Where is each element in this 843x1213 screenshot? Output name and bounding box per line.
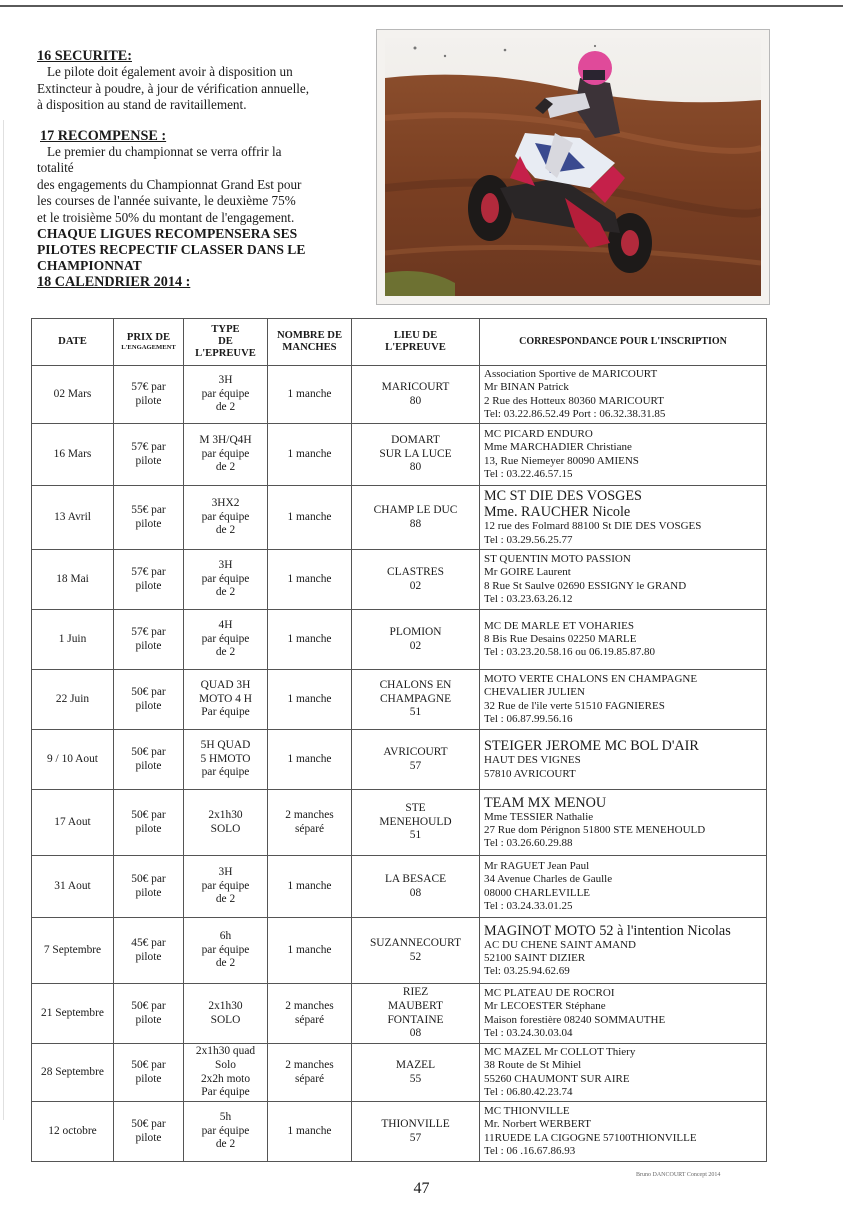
cell-lieu-line: 51 bbox=[409, 706, 422, 719]
cell-date: 22 Juin bbox=[32, 670, 114, 730]
cell-date: 16 Mars bbox=[32, 424, 114, 486]
cell-type bbox=[184, 670, 268, 730]
cell-prix bbox=[114, 856, 184, 918]
cell-correspondance-line: Mr RAGUET Jean Paul bbox=[484, 860, 590, 873]
cell-date: 17 Aout bbox=[32, 790, 114, 856]
cell-lieu bbox=[352, 366, 480, 424]
cell-correspondance-line: Tel : 03.29.56.25.77 bbox=[484, 533, 573, 546]
cell-manches-line: 1 manche bbox=[287, 752, 332, 765]
cell-prix-line: 57€ par bbox=[131, 625, 166, 638]
cell-prix-line: 57€ par bbox=[131, 565, 166, 578]
cell-type-line: de 2 bbox=[215, 893, 236, 906]
cell-type-line: par équipe bbox=[201, 447, 250, 460]
header-prix bbox=[114, 319, 184, 366]
cell-manches bbox=[268, 1102, 352, 1162]
cell-manches bbox=[268, 730, 352, 790]
page-number: 47 bbox=[413, 1180, 430, 1197]
cell-type bbox=[184, 856, 268, 918]
cell-prix-line: pilote bbox=[135, 1072, 162, 1085]
cell-lieu bbox=[352, 856, 480, 918]
cell-type-line: Par équipe bbox=[201, 1086, 250, 1099]
cell-correspondance-line: Tel : 03.24.30.03.04 bbox=[484, 1026, 573, 1039]
cell-prix-line: pilote bbox=[135, 1131, 162, 1144]
cell-correspondance bbox=[480, 486, 767, 550]
cell-prix-line: pilote bbox=[135, 579, 162, 592]
recompense-line: totalité bbox=[37, 160, 74, 176]
cell-lieu-line: 88 bbox=[409, 517, 422, 530]
cell-correspondance-line: Mr LECOESTER Stéphane bbox=[484, 1000, 606, 1013]
cell-correspondance-line: Tel : 03.22.46.57.15 bbox=[484, 467, 573, 480]
cell-manches-line: 1 manche bbox=[287, 447, 332, 460]
cell-correspondance-line: AC DU CHENE SAINT AMAND bbox=[484, 938, 636, 951]
cell-type-line: par équipe bbox=[201, 766, 250, 779]
cell-type-line: de 2 bbox=[215, 401, 236, 414]
cell-correspondance-line: 34 Avenue Charles de Gaulle bbox=[484, 873, 613, 886]
cell-lieu bbox=[352, 486, 480, 550]
quad-race-photo bbox=[376, 29, 770, 305]
cell-prix-line: 50€ par bbox=[131, 685, 166, 698]
cell-prix-line: pilote bbox=[135, 517, 162, 530]
cell-prix-line: 50€ par bbox=[131, 999, 166, 1012]
cell-lieu-line: 02 bbox=[409, 639, 422, 652]
cell-correspondance bbox=[480, 610, 767, 670]
cell-manches-line: 1 manche bbox=[287, 1124, 332, 1137]
cell-lieu bbox=[352, 1102, 480, 1162]
cell-manches bbox=[268, 918, 352, 984]
securite-line: à disposition au stand de ravitaillement. bbox=[37, 97, 247, 113]
cell-correspondance-line: TEAM MX MENOU bbox=[484, 794, 607, 811]
cell-manches-line: séparé bbox=[294, 822, 325, 835]
cell-lieu bbox=[352, 790, 480, 856]
cell-type-line: 2x2h moto bbox=[200, 1072, 251, 1085]
section-title-securite: 16 SECURITE: bbox=[37, 48, 132, 64]
cell-correspondance-line: Mme MARCHADIER Christiane bbox=[484, 441, 632, 454]
cell-lieu bbox=[352, 424, 480, 486]
cell-correspondance-line: Tel: 03.22.86.52.49 Port : 06.32.38.31.85 bbox=[484, 407, 666, 420]
quad-rider-illustration bbox=[385, 38, 761, 296]
cell-lieu-line: MAZEL bbox=[395, 1058, 436, 1071]
cell-manches-line: 1 manche bbox=[287, 632, 332, 645]
cell-prix bbox=[114, 670, 184, 730]
cell-correspondance bbox=[480, 550, 767, 610]
header-lieu bbox=[352, 319, 480, 366]
cell-type-line: 2x1h30 bbox=[208, 808, 243, 821]
cell-date: 02 Mars bbox=[32, 366, 114, 424]
cell-lieu bbox=[352, 670, 480, 730]
recompense-caps-line: CHAQUE LIGUES RECOMPENSERA SES bbox=[37, 226, 298, 242]
cell-type bbox=[184, 486, 268, 550]
recompense-line: les courses de l'année suivante, le deuxième 75% bbox=[37, 193, 296, 209]
table-header-row bbox=[32, 319, 767, 366]
cell-type-line: 3H bbox=[218, 866, 233, 879]
header-lieu-line: L'EPREUVE bbox=[385, 342, 446, 353]
header-type-line: TYPE bbox=[211, 324, 240, 335]
table-row bbox=[32, 550, 767, 610]
header-prix-line: L'ENGAGEMENT bbox=[121, 344, 176, 351]
cell-correspondance-line: 11RUEDE LA CIGOGNE 57100THIONVILLE bbox=[484, 1131, 697, 1144]
cell-type-line: par équipe bbox=[201, 1124, 250, 1137]
cell-type-line: 2x1h30 quad bbox=[195, 1045, 256, 1058]
cell-type-line: de 2 bbox=[215, 461, 236, 474]
cell-prix-line: pilote bbox=[135, 822, 162, 835]
calendar-table bbox=[31, 318, 767, 1162]
cell-type-line: SOLO bbox=[210, 1013, 241, 1026]
cell-lieu-line: THIONVILLE bbox=[381, 1117, 450, 1130]
cell-lieu-line: RIEZ bbox=[402, 986, 429, 999]
cell-manches-line: 1 manche bbox=[287, 943, 332, 956]
cell-correspondance-line: Tel : 06.87.99.56.16 bbox=[484, 712, 573, 725]
cell-prix-line: pilote bbox=[135, 454, 162, 467]
cell-lieu-line: STE bbox=[405, 802, 426, 815]
cell-type bbox=[184, 1044, 268, 1102]
cell-type-line: par équipe bbox=[201, 879, 250, 892]
header-date: DATE bbox=[32, 319, 114, 366]
cell-type-line: 3HX2 bbox=[211, 497, 240, 510]
cell-correspondance-line: 13, Rue Niemeyer 80090 AMIENS bbox=[484, 454, 639, 467]
cell-lieu-line: CLASTRES bbox=[387, 565, 444, 578]
cell-type bbox=[184, 610, 268, 670]
cell-prix bbox=[114, 550, 184, 610]
cell-prix-line: pilote bbox=[135, 639, 162, 652]
cell-correspondance-line: ST QUENTIN MOTO PASSION bbox=[484, 553, 631, 566]
cell-correspondance bbox=[480, 670, 767, 730]
cell-date: 18 Mai bbox=[32, 550, 114, 610]
cell-correspondance-line: Tel : 03.23.20.58.16 ou 06.19.85.87.80 bbox=[484, 646, 655, 659]
cell-correspondance-line: 8 Rue St Saulve 02690 ESSIGNY le GRAND bbox=[484, 579, 687, 592]
cell-correspondance bbox=[480, 366, 767, 424]
cell-correspondance-line: Mr GOIRE Laurent bbox=[484, 566, 571, 579]
cell-type-line: de 2 bbox=[215, 1138, 236, 1151]
cell-correspondance bbox=[480, 984, 767, 1044]
cell-type-line: 6h bbox=[219, 930, 232, 943]
header-manches-line: NOMBRE DE bbox=[276, 330, 343, 341]
cell-correspondance-line: 38 Route de St Mihiel bbox=[484, 1059, 582, 1072]
header-type bbox=[184, 319, 268, 366]
cell-date: 28 Septembre bbox=[32, 1044, 114, 1102]
cell-correspondance-line: 57810 AVRICOURT bbox=[484, 767, 576, 780]
top-rule bbox=[0, 5, 843, 7]
recompense-caps-line: CHAMPIONNAT bbox=[37, 258, 142, 274]
header-correspondance: CORRESPONDANCE POUR L'INSCRIPTION bbox=[480, 319, 767, 366]
cell-prix bbox=[114, 486, 184, 550]
cell-date: 13 Avril bbox=[32, 486, 114, 550]
header-type-line: L'EPREUVE bbox=[195, 348, 256, 359]
cell-correspondance bbox=[480, 918, 767, 984]
cell-lieu-line: DOMART bbox=[391, 434, 440, 447]
cell-type-line: de 2 bbox=[215, 646, 236, 659]
cell-manches bbox=[268, 984, 352, 1044]
cell-correspondance-line: 32 Rue de l'ile verte 51510 FAGNIERES bbox=[484, 699, 665, 712]
cell-type-line: de 2 bbox=[215, 586, 236, 599]
header-lieu-line: LIEU DE bbox=[393, 330, 438, 341]
table-row bbox=[32, 1102, 767, 1162]
cell-manches bbox=[268, 550, 352, 610]
cell-lieu-line: AVRICOURT bbox=[383, 745, 448, 758]
cell-manches bbox=[268, 610, 352, 670]
cell-correspondance bbox=[480, 856, 767, 918]
cell-lieu-line: 57 bbox=[409, 759, 422, 772]
cell-type-line: par équipe bbox=[201, 572, 250, 585]
cell-prix bbox=[114, 918, 184, 984]
cell-type-line: Solo bbox=[215, 1058, 236, 1071]
cell-lieu-line: MARICOURT bbox=[381, 380, 450, 393]
cell-lieu-line: PLOMION bbox=[389, 625, 442, 638]
cell-type bbox=[184, 918, 268, 984]
cell-manches-line: séparé bbox=[294, 1013, 325, 1026]
recompense-line: et le troisième 50% du montant de l'engagement. bbox=[37, 209, 295, 225]
cell-type-line: 2x1h30 bbox=[208, 999, 243, 1012]
cell-prix-line: pilote bbox=[135, 950, 162, 963]
cell-lieu-line: MENEHOULD bbox=[379, 815, 452, 828]
cell-prix-line: pilote bbox=[135, 886, 162, 899]
cell-correspondance-line: Maison forestière 08240 SOMMAUTHE bbox=[484, 1013, 666, 1026]
header-type-line: DE bbox=[218, 336, 233, 347]
cell-correspondance-line: Tel: 03.25.94.62.69 bbox=[484, 965, 570, 978]
recompense-line: Le premier du championnat se verra offrir la bbox=[47, 144, 282, 160]
cell-manches-line: 1 manche bbox=[287, 879, 332, 892]
table-row bbox=[32, 366, 767, 424]
cell-lieu-line: SUR LA LUCE bbox=[379, 447, 452, 460]
cell-manches bbox=[268, 790, 352, 856]
cell-prix-line: pilote bbox=[135, 699, 162, 712]
cell-prix-line: pilote bbox=[135, 759, 162, 772]
recompense-caps-line: PILOTES RECPECTIF CLASSER DANS LE bbox=[37, 242, 306, 258]
cell-manches-line: 2 manches bbox=[285, 808, 334, 821]
table-row bbox=[32, 730, 767, 790]
table-row bbox=[32, 1044, 767, 1102]
cell-lieu-line: CHAMP LE DUC bbox=[373, 503, 458, 516]
rules-text-column bbox=[37, 48, 355, 290]
margin-rule bbox=[3, 120, 4, 1120]
cell-lieu-line: 02 bbox=[409, 579, 422, 592]
cell-lieu bbox=[352, 550, 480, 610]
table-row bbox=[32, 424, 767, 486]
cell-correspondance-line: Tel : 03.24.33.01.25 bbox=[484, 899, 573, 912]
cell-prix-line: 50€ par bbox=[131, 1117, 166, 1130]
cell-type-line: M 3H/Q4H bbox=[199, 434, 252, 447]
cell-prix-line: 50€ par bbox=[131, 808, 166, 821]
cell-date: 31 Aout bbox=[32, 856, 114, 918]
cell-lieu bbox=[352, 918, 480, 984]
header-manches-line: MANCHES bbox=[282, 342, 337, 353]
cell-correspondance-line: MC THIONVILLE bbox=[484, 1105, 570, 1118]
securite-line: Le pilote doit également avoir à disposition un bbox=[47, 64, 293, 80]
cell-correspondance bbox=[480, 730, 767, 790]
table-row bbox=[32, 790, 767, 856]
cell-type bbox=[184, 366, 268, 424]
cell-manches bbox=[268, 1044, 352, 1102]
cell-correspondance-line: 12 rue des Folmard 88100 St DIE DES VOSGES bbox=[484, 520, 702, 533]
cell-manches bbox=[268, 424, 352, 486]
calendar-body bbox=[32, 366, 767, 1162]
cell-lieu-line: CHAMPAGNE bbox=[379, 692, 452, 705]
cell-manches bbox=[268, 366, 352, 424]
cell-date: 9 / 10 Aout bbox=[32, 730, 114, 790]
cell-type-line: MOTO 4 H bbox=[199, 692, 252, 705]
cell-manches bbox=[268, 856, 352, 918]
cell-correspondance-line: 52100 SAINT DIZIER bbox=[484, 951, 586, 964]
cell-correspondance-line: Tel : 03.23.63.26.12 bbox=[484, 592, 573, 605]
cell-lieu-line: 08 bbox=[409, 1027, 422, 1040]
cell-type bbox=[184, 984, 268, 1044]
cell-lieu bbox=[352, 984, 480, 1044]
cell-correspondance bbox=[480, 790, 767, 856]
cell-prix-line: pilote bbox=[135, 1013, 162, 1026]
cell-correspondance-line: 55260 CHAUMONT SUR AIRE bbox=[484, 1072, 630, 1085]
cell-type bbox=[184, 1102, 268, 1162]
section-title-calendrier: 18 CALENDRIER 2014 : bbox=[37, 274, 191, 291]
cell-manches bbox=[268, 670, 352, 730]
cell-type-line: 5 HMOTO bbox=[200, 752, 251, 765]
cell-prix-line: 55€ par bbox=[131, 503, 166, 516]
cell-type-line: 3H bbox=[218, 374, 233, 387]
cell-correspondance-line: Tel : 06.80.42.23.74 bbox=[484, 1085, 573, 1098]
cell-lieu-line: 52 bbox=[409, 950, 422, 963]
cell-manches-line: 1 manche bbox=[287, 510, 332, 523]
cell-prix bbox=[114, 790, 184, 856]
cell-correspondance bbox=[480, 1102, 767, 1162]
table-row bbox=[32, 984, 767, 1044]
cell-lieu-line: 08 bbox=[409, 886, 422, 899]
cell-type-line: 5h bbox=[219, 1111, 232, 1124]
cell-prix-line: 57€ par bbox=[131, 440, 166, 453]
recompense-line: des engagements du Championnat Grand Est pour bbox=[37, 176, 302, 192]
cell-correspondance-line: MC MAZEL Mr COLLOT Thiery bbox=[484, 1046, 636, 1059]
cell-correspondance-line: Association Sportive de MARICOURT bbox=[484, 368, 658, 381]
cell-prix-line: 45€ par bbox=[131, 936, 166, 949]
cell-type-line: par équipe bbox=[201, 510, 250, 523]
header-prix-line: PRIX DE bbox=[126, 332, 171, 343]
cell-correspondance-line: MC PICARD ENDURO bbox=[484, 428, 593, 441]
cell-manches-line: 2 manches bbox=[285, 1058, 334, 1071]
cell-correspondance-line: 27 Rue dom Pérignon 51800 STE MENEHOULD bbox=[484, 823, 706, 836]
cell-lieu-line: 80 bbox=[409, 394, 422, 407]
cell-type-line: Par équipe bbox=[201, 706, 250, 719]
cell-correspondance-line: Mme. RAUCHER Nicole bbox=[484, 504, 631, 521]
cell-date: 12 octobre bbox=[32, 1102, 114, 1162]
cell-date: 21 Septembre bbox=[32, 984, 114, 1044]
cell-correspondance-line: STEIGER JEROME MC BOL D'AIR bbox=[484, 738, 699, 755]
cell-correspondance bbox=[480, 424, 767, 486]
cell-manches-line: 1 manche bbox=[287, 692, 332, 705]
cell-correspondance-line: MC DE MARLE ET VOHARIES bbox=[484, 619, 634, 632]
cell-type bbox=[184, 730, 268, 790]
cell-lieu-line: 57 bbox=[409, 1131, 422, 1144]
cell-lieu-line: 80 bbox=[409, 461, 422, 474]
table-row bbox=[32, 856, 767, 918]
cell-prix-line: 50€ par bbox=[131, 1058, 166, 1071]
cell-prix-line: pilote bbox=[135, 394, 162, 407]
cell-correspondance-line: 8 Bis Rue Desains 02250 MARLE bbox=[484, 632, 637, 645]
cell-correspondance-line: Mr BINAN Patrick bbox=[484, 381, 569, 394]
cell-type-line: par équipe bbox=[201, 632, 250, 645]
cell-type-line: de 2 bbox=[215, 957, 236, 970]
cell-prix bbox=[114, 1044, 184, 1102]
cell-type-line: par équipe bbox=[201, 943, 250, 956]
cell-correspondance-line: HAUT DES VIGNES bbox=[484, 754, 581, 767]
cell-correspondance-line: Mme TESSIER Nathalie bbox=[484, 810, 594, 823]
cell-prix bbox=[114, 984, 184, 1044]
cell-type bbox=[184, 550, 268, 610]
cell-correspondance-line: 08000 CHARLEVILLE bbox=[484, 886, 591, 899]
cell-manches-line: séparé bbox=[294, 1072, 325, 1085]
cell-correspondance-line: 2 Rue des Hotteux 80360 MARICOURT bbox=[484, 394, 664, 407]
cell-prix bbox=[114, 366, 184, 424]
cell-manches-line: 1 manche bbox=[287, 572, 332, 585]
cell-lieu-line: FONTAINE bbox=[387, 1013, 444, 1026]
cell-lieu-line: LA BESACE bbox=[384, 872, 447, 885]
cell-prix-line: 57€ par bbox=[131, 380, 166, 393]
cell-correspondance-line: Mr. Norbert WERBERT bbox=[484, 1118, 591, 1131]
cell-correspondance bbox=[480, 1044, 767, 1102]
photo-credit: Bruno DANCOURT Concept 2014 bbox=[636, 1172, 721, 1178]
cell-correspondance-line: MAGINOT MOTO 52 à l'intention Nicolas bbox=[484, 922, 731, 939]
cell-lieu-line: MAUBERT bbox=[387, 999, 443, 1012]
cell-date: 1 Juin bbox=[32, 610, 114, 670]
cell-manches-line: 1 manche bbox=[287, 387, 332, 400]
cell-prix bbox=[114, 424, 184, 486]
table-row bbox=[32, 610, 767, 670]
cell-correspondance-line: CHEVALIER JULIEN bbox=[484, 686, 585, 699]
cell-type-line: 4H bbox=[218, 619, 233, 632]
cell-date: 7 Septembre bbox=[32, 918, 114, 984]
header-manches bbox=[268, 319, 352, 366]
cell-correspondance-line: Tel : 03.26.60.29.88 bbox=[484, 837, 573, 850]
cell-prix bbox=[114, 1102, 184, 1162]
cell-manches bbox=[268, 486, 352, 550]
cell-lieu-line: SUZANNECOURT bbox=[369, 936, 462, 949]
section-title-recompense: 17 RECOMPENSE : bbox=[40, 127, 167, 144]
cell-type bbox=[184, 424, 268, 486]
table-row bbox=[32, 670, 767, 730]
cell-prix-line: 50€ par bbox=[131, 872, 166, 885]
table-row bbox=[32, 486, 767, 550]
cell-correspondance-line: MC PLATEAU DE ROCROI bbox=[484, 987, 615, 1000]
cell-prix bbox=[114, 610, 184, 670]
cell-manches-line: 2 manches bbox=[285, 999, 334, 1012]
cell-lieu bbox=[352, 730, 480, 790]
cell-type-line: 3H bbox=[218, 559, 233, 572]
cell-type-line: QUAD 3H bbox=[200, 679, 251, 692]
cell-type-line: 5H QUAD bbox=[200, 739, 251, 752]
cell-lieu-line: 55 bbox=[409, 1072, 422, 1085]
cell-correspondance-line: MOTO VERTE CHALONS EN CHAMPAGNE bbox=[484, 673, 698, 686]
cell-lieu-line: CHALONS EN bbox=[379, 679, 452, 692]
cell-lieu-line: 51 bbox=[409, 829, 422, 842]
cell-type-line: SOLO bbox=[210, 822, 241, 835]
cell-prix bbox=[114, 730, 184, 790]
cell-prix-line: 50€ par bbox=[131, 745, 166, 758]
cell-type-line: par équipe bbox=[201, 387, 250, 400]
cell-correspondance-line: Tel : 06 .16.67.86.93 bbox=[484, 1144, 576, 1157]
cell-lieu bbox=[352, 610, 480, 670]
cell-lieu bbox=[352, 1044, 480, 1102]
cell-type-line: de 2 bbox=[215, 524, 236, 537]
cell-type bbox=[184, 790, 268, 856]
cell-correspondance-line: MC ST DIE DES VOSGES bbox=[484, 488, 642, 505]
table-row bbox=[32, 918, 767, 984]
securite-line: Extincteur à poudre, à jour de vérification annuelle, bbox=[37, 80, 310, 96]
